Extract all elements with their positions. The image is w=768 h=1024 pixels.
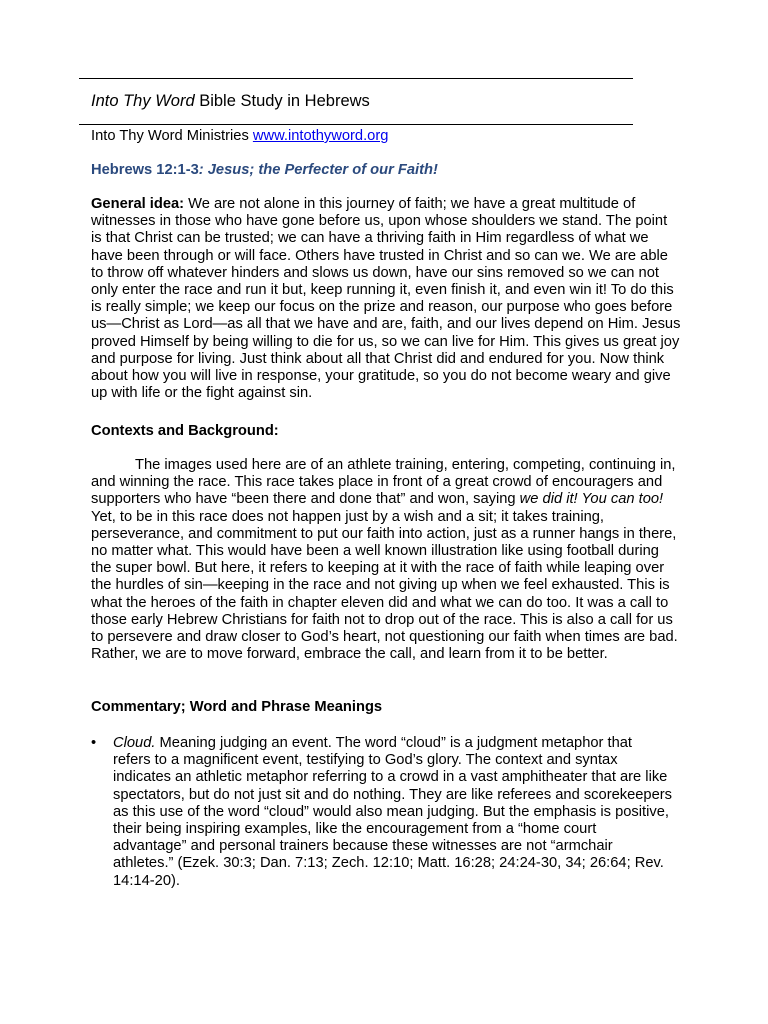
document-title [91, 92, 370, 111]
passage-subtitle: : Jesus; the Perfecter of our Faith! [198, 162, 438, 178]
general-idea-text: We are not alone in this journey of faith; we have a great multitude of witnesses in those who have gone before us, upon whose shoulders we stand. The point is that Christ can be trusted; we can have a thriving faith in Him regardless of what we have been through or will face. Others have trusted in Christ and so can we. We are able to throw off whatever hinders and slows us down, have our sins removed so we can not only enter the race and run it but, keep running it, even finish it, and even win it! To do this is really simple; we keep our focus on the prize and reason, our purpose who goes before us—Christ as Lord—as all that we have and are, faith, and our lives depend on Him. Jesus proved Himself by being willing to die for us, so we can live for Him. This gives us great joy and purpose for living. Just think about all that Christ did and endured for you. Now think about how you will live in response, your gratitude, so you do not become weary and give up with life or the fight against sin. [91, 196, 681, 402]
contexts-heading: Contexts and Background: [91, 423, 279, 439]
title-italic: Into Thy Word [91, 92, 195, 110]
general-idea-label: General idea: [91, 196, 185, 212]
bullet-icon: • [91, 735, 97, 751]
contexts-text-b: Yet, to be in this race does not happen just by a wish and a sit; it takes training, perseverance, and commitment to put our faith into action, just as a runner hangs in there, no matter what. This would have been a well known illustration like using football during the super bowl. But here, it refers to keeping at it with the race of faith while leaping over the hurdles of sin—keeping in the race and not giving up when we feel exhausted. This is what the heroes of the faith in chapter eleven did and what we can do too. It was a call to those early Hebrew Christians for faith not to drop out of the race. This is also a call for us to persevere and draw closer to God’s heart, not questioning our faith when times are bad. Rather, we are to move forward, embrace the call, and learn from it to be better. [91, 508, 678, 663]
header-divider [79, 124, 633, 125]
contexts-paragraph [91, 457, 681, 663]
top-divider [79, 78, 633, 79]
contexts-text-a: The images used here are of an athlete training, entering, competing, continuing in, and winning the race. This race takes place in front of a great crowd of encouragers and supporters who have “been there and done that” and won, saying [91, 457, 676, 508]
ministry-line [91, 128, 388, 145]
list-item-body: Meaning judging an event. The word “cloud” is a judgment metaphor that refers to a magnificent event, testifying to God’s glory. The context and syntax indicates an athletic metaphor referring to a crowd in a vast amphitheater that are like spectators, but do not just sit and do nothing. They are like referees and scorekeepers as this use of the word “cloud” would also mean judging. But the emphasis is positive, their being inspiring examples, like the encouragement from a “home court advantage” and personal trainers because these witnesses are not “armchair athletes.” (Ezek. 30:3; Dan. 7:13; Zech. 12:10; Matt. 16:28; 24:24-30, 34; 26:64; Rev. 14:14-20). [113, 735, 672, 889]
ministry-website-link[interactable]: www.intothyword.org [252, 128, 389, 144]
general-idea-paragraph [91, 196, 681, 402]
commentary-heading: Commentary; Word and Phrase Meanings [91, 699, 383, 715]
title-rest: Bible Study in Hebrews [194, 92, 370, 110]
list-item-text [113, 735, 673, 890]
passage-reference: Hebrews 12:1-3 [91, 162, 199, 178]
list-item-term: Cloud. [113, 735, 156, 751]
passage-heading [91, 162, 438, 179]
ministry-label: Into Thy Word Ministries [91, 128, 253, 144]
contexts-text-italic: we did it! You can too! [519, 491, 664, 508]
